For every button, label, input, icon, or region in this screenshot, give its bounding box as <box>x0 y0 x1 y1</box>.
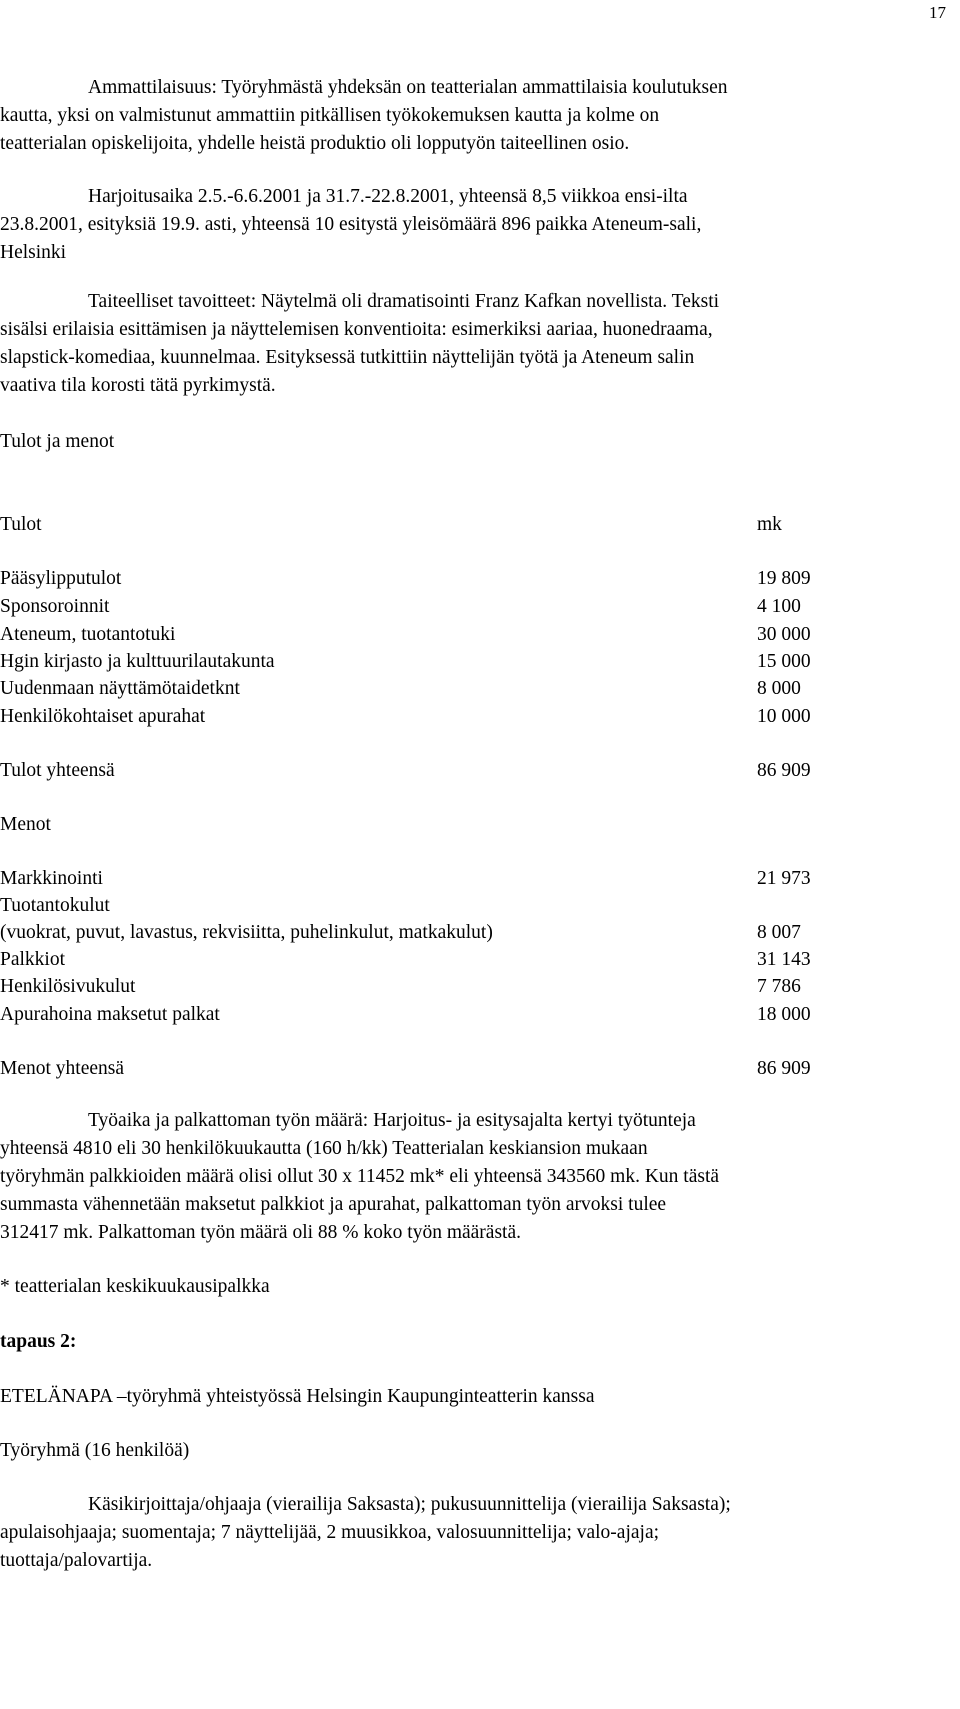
row-value: 15 000 <box>757 651 811 672</box>
table-row <box>0 703 948 731</box>
case-heading: tapaus 2: <box>0 1331 77 1352</box>
text-line: vaativa tila korosti tätä pyrkimystä. <box>0 375 276 396</box>
text-line: Taiteelliset tavoitteet: Näytelmä oli dramatisointi Franz Kafkan novellista. Teksti <box>88 291 720 312</box>
row-label: Hgin kirjasto ja kulttuurilautakunta <box>0 651 275 672</box>
row-label: Sponsoroinnit <box>0 596 110 617</box>
income-total-row <box>0 757 948 785</box>
income-header-unit: mk <box>757 514 782 535</box>
row-label: Henkilökohtaiset apurahat <box>0 706 206 727</box>
text-line: työryhmän palkkioiden määrä olisi ollut 30 x 11452 mk* eli yhteensä 343560 mk. Kun tästä <box>0 1166 720 1187</box>
row-label: Ateneum, tuotantotuki <box>0 624 176 645</box>
row-label: Menot yhteensä <box>0 1058 125 1079</box>
text-line: kautta, yksi on valmistunut ammattiin pitkällisen työkokemuksen kautta ja kolme on <box>0 105 660 126</box>
row-value: 8 000 <box>757 678 801 699</box>
table-row <box>0 648 948 676</box>
table-row <box>0 675 948 703</box>
expense-total-row <box>0 1055 948 1083</box>
table-row <box>0 621 948 649</box>
text-line: Harjoitusaika 2.5.-6.6.2001 ja 31.7.-22.8.2001, yhteensä 8,5 viikkoa ensi-ilta <box>88 186 688 207</box>
row-value: 30 000 <box>757 624 811 645</box>
row-label: Tulot yhteensä <box>0 760 115 781</box>
text-line: teatterialan opiskelijoita, yhdelle heistä produktio oli lopputyön taiteellinen osio. <box>0 133 630 154</box>
row-value: 10 000 <box>757 706 811 727</box>
roles-paragraph <box>0 1491 948 1575</box>
artistic-goals-paragraph <box>0 288 948 400</box>
text-line: Käsikirjoittaja/ohjaaja (vierailija Saksasta); pukusuunnittelija (vierailija Saksasta); <box>88 1494 731 1515</box>
table-row <box>0 1001 948 1029</box>
text-line: apulaisohjaaja; suomentaja; 7 näyttelijää, 2 muusikkoa, valosuunnittelija; valo-ajaja; <box>0 1522 660 1543</box>
expenses-header: Menot <box>0 814 51 835</box>
table-row <box>0 973 948 1001</box>
text-line: slapstick-komediaa, kuunnelmaa. Esityksessä tutkittiin näyttelijän työtä ja Ateneum salin <box>0 347 695 368</box>
row-value: 7 786 <box>757 976 801 997</box>
row-label: Apurahoina maksetut palkat <box>0 1004 220 1025</box>
row-label: Pääsylipputulot <box>0 568 122 589</box>
income-header-row <box>0 511 948 539</box>
table-row <box>0 919 948 947</box>
team-heading: Työryhmä (16 henkilöä) <box>0 1440 190 1461</box>
text-line: Helsinki <box>0 242 67 263</box>
footnote: * teatterialan keskikuukausipalkka <box>0 1276 270 1297</box>
row-value: 31 143 <box>757 949 811 970</box>
table-row <box>0 946 948 974</box>
row-value: 18 000 <box>757 1004 811 1025</box>
table-row <box>0 865 948 893</box>
text-line: 312417 mk. Palkattoman työn määrä oli 88 % koko työn määrästä. <box>0 1222 521 1243</box>
row-label: Palkkiot <box>0 949 66 970</box>
row-label: Henkilösivukulut <box>0 976 136 997</box>
case-title: ETELÄNAPA –työryhmä yhteistyössä Helsingin Kaupunginteatterin kanssa <box>0 1386 595 1407</box>
row-value: 86 909 <box>757 1058 811 1079</box>
text-line: 23.8.2001, esityksiä 19.9. asti, yhteensä 10 esitystä yleisömäärä 896 paikka Ateneum-sali, <box>0 214 702 235</box>
text-line: summasta vähennetään maksetut palkkiot ja apurahat, palkattoman työn arvoksi tulee <box>0 1194 667 1215</box>
text-line: Työaika ja palkattoman työn määrä: Harjoitus- ja esitysajalta kertyi työtunteja <box>88 1110 696 1131</box>
professionalism-paragraph <box>0 74 948 158</box>
table-row <box>0 565 948 593</box>
income-header-label: Tulot <box>0 514 42 535</box>
text-line: yhteensä 4810 eli 30 henkilökuukautta (160 h/kk) Teatterialan keskiansion mukaan <box>0 1138 648 1159</box>
row-value: 86 909 <box>757 760 811 781</box>
table-row <box>0 593 948 621</box>
row-label: Uudenmaan näyttämötaidetknt <box>0 678 240 699</box>
rehearsal-paragraph <box>0 183 948 267</box>
row-value: 4 100 <box>757 596 801 617</box>
text-line: sisälsi erilaisia esittämisen ja näyttelemisen konventioita: esimerkiksi aariaa, huonedraama, <box>0 319 713 340</box>
working-time-paragraph <box>0 1107 948 1247</box>
row-value: 19 809 <box>757 568 811 589</box>
text-line: tuottaja/palovartija. <box>0 1550 153 1571</box>
row-value: 21 973 <box>757 868 811 889</box>
row-label: (vuokrat, puvut, lavastus, rekvisiitta, puhelinkulut, matkakulut) <box>0 922 493 943</box>
row-label: Markkinointi <box>0 868 103 889</box>
section-title: Tulot ja menot <box>0 431 115 452</box>
page-number: 17 <box>929 3 946 22</box>
row-value: 8 007 <box>757 922 801 943</box>
text-line: Ammattilaisuus: Työryhmästä yhdeksän on teatterialan ammattilaisia koulutuksen <box>88 77 728 98</box>
table-row <box>0 892 948 920</box>
row-label: Tuotantokulut <box>0 895 110 916</box>
